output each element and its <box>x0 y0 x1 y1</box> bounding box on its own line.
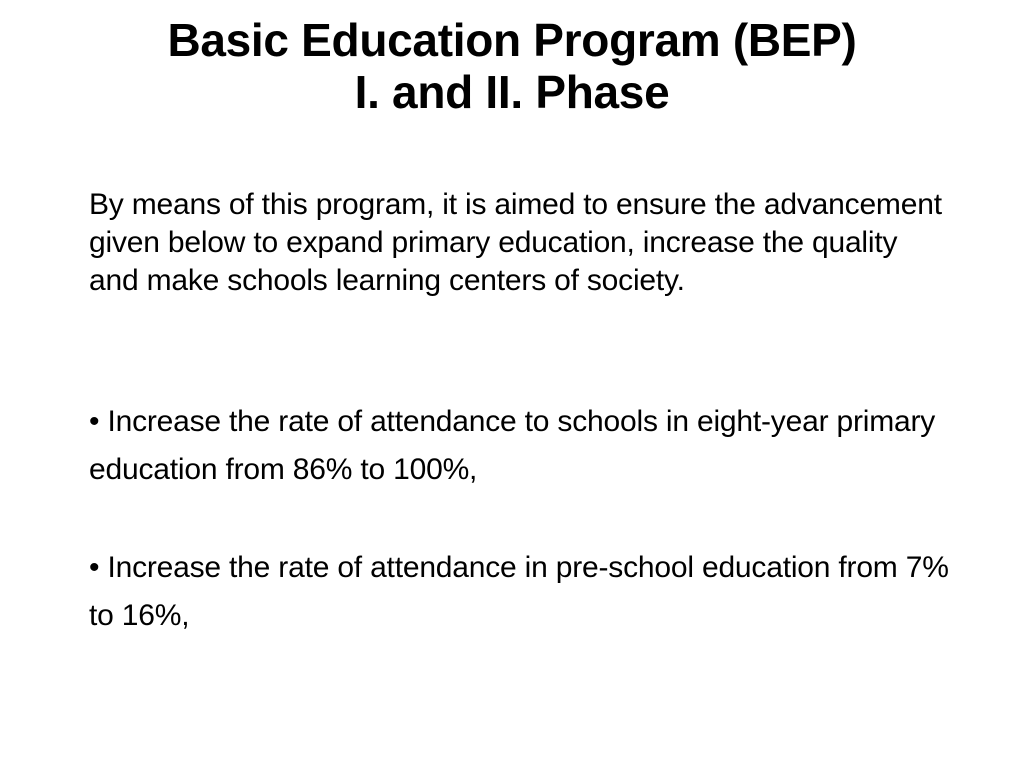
bullet-mark: • <box>89 551 100 584</box>
slide-title-line-1: Basic Education Program (BEP) <box>167 14 857 66</box>
bullet-text: Increase the rate of attendance to schools in eight-year primary education from 86% to 100%, <box>89 405 936 486</box>
bullet-item-1 <box>89 398 949 494</box>
slide-title-line-2: I. and II. Phase <box>354 66 670 118</box>
bullet-item-2 <box>89 544 949 640</box>
slide-title <box>60 14 964 118</box>
bullet-text: Increase the rate of attendance in pre-school education from 7% to 16%, <box>89 551 949 632</box>
intro-paragraph: By means of this program, it is aimed to ensure the advancement given below to expand primary education, increase the quality and make schools learning centers of society. <box>89 188 942 297</box>
bullet-mark: • <box>89 405 100 438</box>
